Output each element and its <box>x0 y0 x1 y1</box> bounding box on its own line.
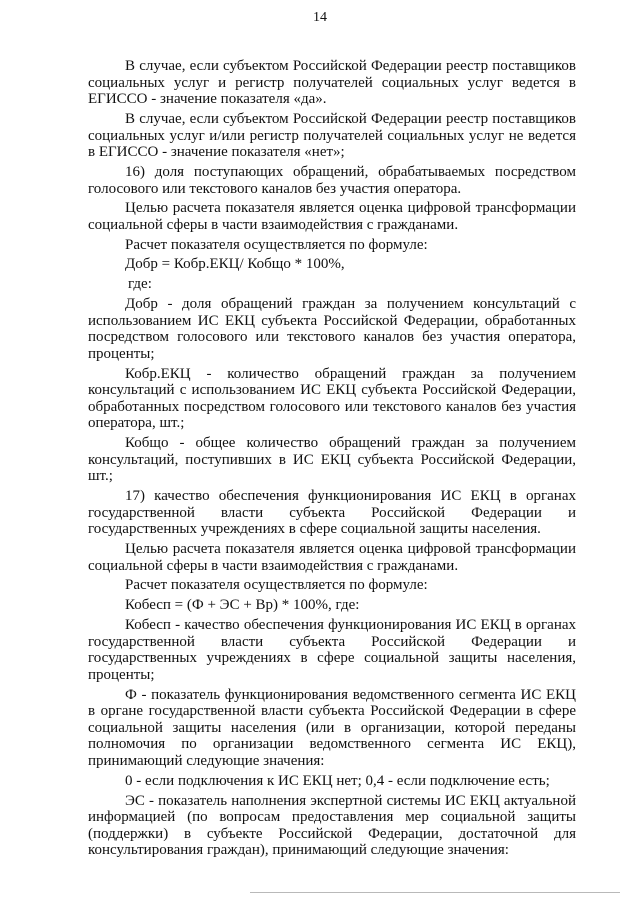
values-f: 0 - если подключения к ИС ЕКЦ нет; 0,4 - если подключение есть; <box>125 772 550 789</box>
definition-kobesp: Кобесп - качество обеспечения функционирования ИС ЕКЦ в органах государственной власти субъекта Российской Федерации и государственных учреждениях в сфере социальной защиты населения, проценты; <box>88 617 576 683</box>
paragraph-purpose-17: Целью расчета показателя является оценка цифровой трансформации социальной сферы в части взаимодействия с гражданами. <box>88 541 576 574</box>
paragraph-formula-intro-16: Расчет показателя осуществляется по формуле: <box>125 236 428 253</box>
page-number: 14 <box>313 10 327 25</box>
definition-dobr: Добр - доля обращений граждан за получением консультаций с использованием ИС ЕКЦ субъекта Российской Федерации, обработанных посредством голосового или текстового каналов без участия оператора, проценты; <box>88 296 576 362</box>
paragraph-egisso-yes: В случае, если субъектом Российской Федерации реестр поставщиков социальных услуг и регистр получателей социальных услуг ведется в ЕГИССО - значение показателя «да». <box>88 58 576 108</box>
paragraph-formula-intro-17: Расчет показателя осуществляется по формуле: <box>125 577 428 594</box>
definition-f: Ф - показатель функционирования ведомственного сегмента ИС ЕКЦ в органе государственной власти субъекта Российской Федерации в сфере социальной защиты населения (или в организации, которой переданы полномочия по организации ведомственного сегмента ИС ЕКЦ), принимающий следующие значения: <box>88 686 576 769</box>
paragraph-where-16: где: <box>128 276 152 293</box>
paragraph-item-16: 16) доля поступающих обращений, обрабатываемых посредством голосового или текстового каналов без участия оператора. <box>88 163 576 197</box>
definition-kobr-ekc: Кобр.ЕКЦ - количество обращений граждан за получением консультаций с использованием ИС ЕКЦ субъекта Российской Федерации, обработанных посредством голосового или текстового каналов без участия оператора, шт.; <box>88 365 576 432</box>
definition-es: ЭС - показатель наполнения экспертной системы ИС ЕКЦ актуальной информацией (по вопросам предоставления мер социальной защиты (поддержки) в субъекте Российской Федерации, достаточной для консультирования граждан), принимающий следующие значения: <box>88 792 576 859</box>
formula-dobr: Добр = Кобр.ЕКЦ/ Кобщо * 100%, <box>125 256 345 273</box>
bottom-rule <box>250 892 620 893</box>
paragraph-purpose-16: Целью расчета показателя является оценка цифровой трансформации социальной сферы в части взаимодействия с гражданами. <box>88 200 576 233</box>
paragraph-egisso-no: В случае, если субъектом Российской Федерации реестр поставщиков социальных услуг и/или регистр получателей социальных услуг не ведется в ЕГИССО - значение показателя «нет»; <box>88 110 576 161</box>
definition-kobshcho: Кобщо - общее количество обращений граждан за получением консультаций, поступивших в ИС ЕКЦ субъекта Российской Федерации, шт.; <box>88 435 576 485</box>
document-body <box>88 58 576 862</box>
formula-kobesp: Кобесп = (Ф + ЭС + Вр) * 100%, где: <box>125 597 360 614</box>
paragraph-item-17: 17) качество обеспечения функционирования ИС ЕКЦ в органах государственной власти субъекта Российской Федерации и государственных учреждениях в сфере социальной защиты населения. <box>88 488 576 538</box>
